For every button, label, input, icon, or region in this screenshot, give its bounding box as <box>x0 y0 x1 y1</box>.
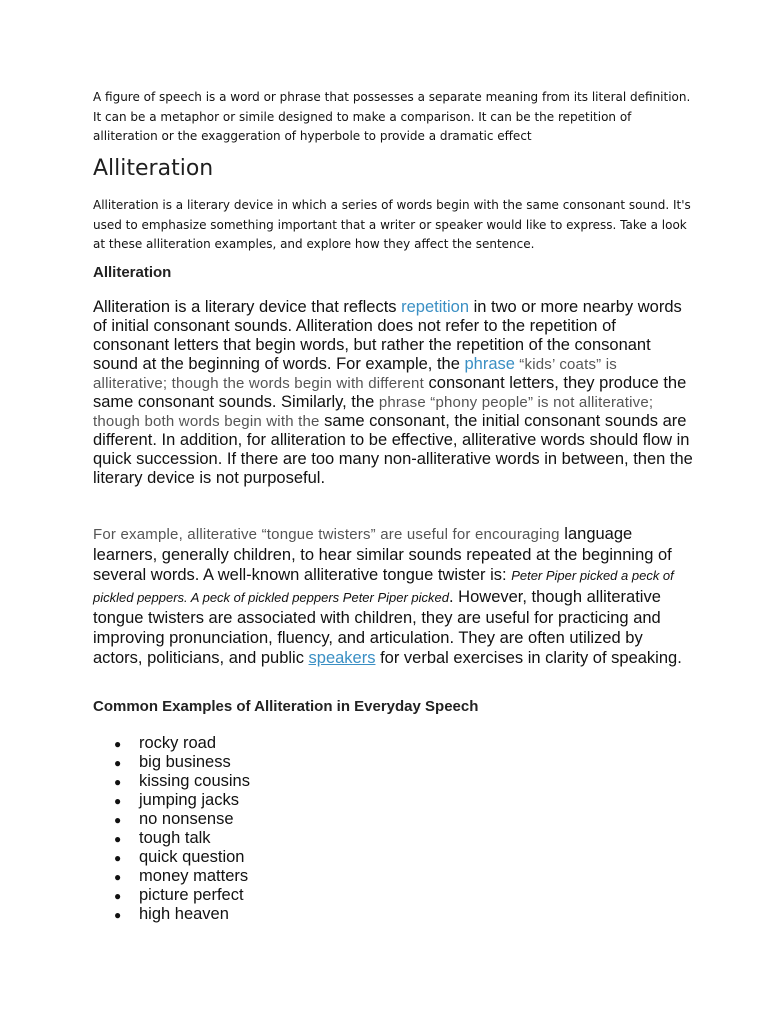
list-item <box>93 791 393 810</box>
bullet-icon: ● <box>114 794 122 808</box>
list-item-label: jumping jacks <box>139 791 239 809</box>
bullet-icon: ● <box>114 756 122 770</box>
bullet-icon: ● <box>114 870 122 884</box>
list-item-label: tough talk <box>139 829 211 847</box>
list-item-label: money matters <box>139 867 249 885</box>
bullet-icon: ● <box>114 775 122 789</box>
list-item <box>93 810 393 829</box>
definition-paragraph <box>93 298 693 488</box>
bullet-icon: ● <box>114 813 122 827</box>
speakers-link[interactable]: speakers <box>308 649 376 668</box>
tongue-twister-paragraph <box>93 524 693 668</box>
list-item-label: rocky road <box>139 734 217 752</box>
intro-paragraph: A figure of speech is a word or phrase that possesses a separate meaning from its literal definition. It can be a metaphor or simile designed to make a comparison. It can be the repetition of alliteration or the exaggeration of hyperbole to provide a dramatic effect <box>93 90 691 143</box>
examples-heading: Common Examples of Alliteration in Everyday Speech <box>93 698 479 715</box>
bullet-icon: ● <box>114 737 122 751</box>
definition-text-3: “kids’ coats” is alliterative; though the words begin with different <box>93 356 617 392</box>
definition-text-2: in two or more nearby words of initial consonant sounds. Alliteration does not refer to the repetition of consonant letters that begin words, but rather the repetition of the consonant sound at the beginning of words. For example, the <box>93 298 682 373</box>
tongue-text-1: For example, alliterative “tongue twisters” are useful for encouraging <box>93 526 560 543</box>
bullet-icon: ● <box>114 832 122 846</box>
list-item <box>93 734 393 753</box>
section-title: Alliteration <box>93 156 214 181</box>
definition-text-6: same consonant, the initial consonant sounds are different. In addition, for alliteration to be effective, alliterative words should flow in quick succession. If there are too many non-alliterative words in between, then the literary device is not purposeful. <box>93 412 693 487</box>
list-item-label: kissing cousins <box>139 772 250 790</box>
definition-text-4: consonant letters, they produce the same consonant sounds. Similarly, the <box>93 374 687 411</box>
list-item <box>93 829 393 848</box>
list-item <box>93 886 393 905</box>
bullet-icon: ● <box>114 851 122 865</box>
bullet-icon: ● <box>114 908 122 922</box>
list-item <box>93 905 393 924</box>
list-item-label: picture perfect <box>139 886 244 904</box>
examples-list <box>93 734 393 924</box>
tongue-text-2: language learners, generally children, to hear similar sounds repeated at the beginning of several words. A well-known alliterative tongue twister is: <box>93 525 672 585</box>
section-intro-paragraph: Alliteration is a literary device in which a series of words begin with the same consonant sound. It's used to emphasize something important that a writer or speaker would like to express. Take a look at these alliteration examples, and explore how they affect the sentence. <box>93 198 691 251</box>
list-item <box>93 848 393 867</box>
repetition-link[interactable]: repetition <box>401 298 470 316</box>
list-item <box>93 772 393 791</box>
tongue-text-3: . However, though alliterative tongue twisters are associated with children, they are useful for practicing and improving pronunciation, fluency, and articulation. They are often utilized by actors, politicians, and public <box>93 587 661 668</box>
list-item-label: no nonsense <box>139 810 234 828</box>
list-item <box>93 867 393 886</box>
subheading: Alliteration <box>93 264 172 281</box>
list-item-label: quick question <box>139 848 245 866</box>
list-item-label: big business <box>139 753 231 771</box>
list-item-label: high heaven <box>139 905 229 923</box>
bullet-icon: ● <box>114 889 122 903</box>
phrase-link[interactable]: phrase <box>464 355 515 373</box>
definition-text-5: phrase “phony people” is not alliterative; though both words begin with the <box>93 394 654 430</box>
definition-text-1: Alliteration is a literary device that reflects <box>93 298 402 316</box>
tongue-text-4: for verbal exercises in clarity of speaking. <box>375 649 682 668</box>
tongue-twister-example: Peter Piper picked a peck of pickled peppers. A peck of pickled peppers Peter Piper picked <box>93 568 674 605</box>
list-item <box>93 753 393 772</box>
